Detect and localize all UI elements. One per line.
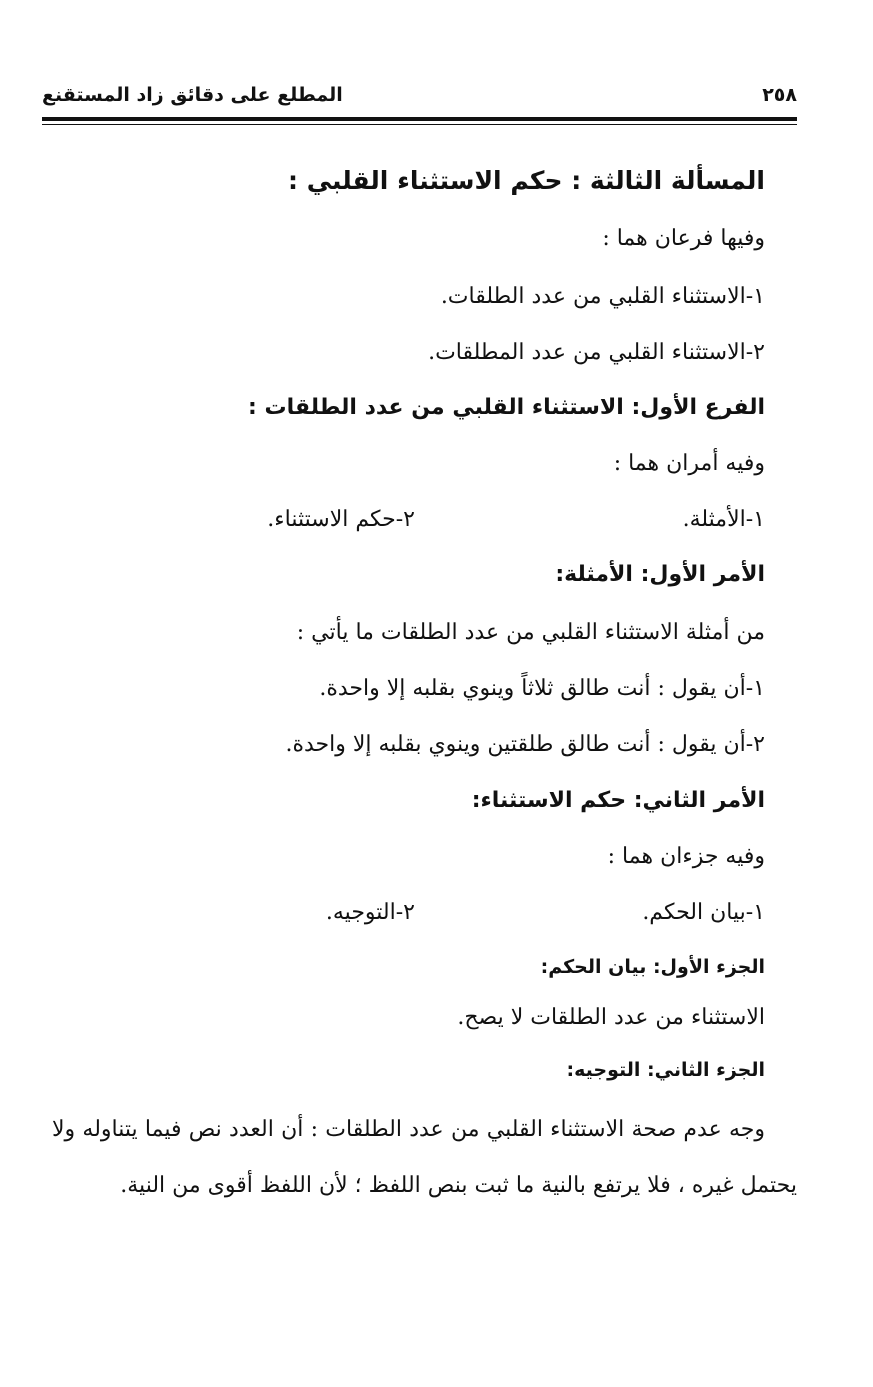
part1-text: الاستثناء من عدد الطلقات لا يصح. (457, 1005, 765, 1030)
book-title: المطلع على دقائق زاد المستقنع (42, 84, 343, 106)
branch1-item-1: ١-الأمثلة. (682, 507, 765, 532)
matter2-heading: الأمر الثاني: حكم الاستثناء: (471, 788, 765, 813)
page-number: ٢٥٨ (762, 84, 797, 106)
matter1-item-1: ١-أن يقول : أنت طالق ثلاثاً وينوي بقلبه إلا واحدة. (319, 676, 765, 701)
matter1-intro: من أمثلة الاستثناء القلبي من عدد الطلقات ما يأتي : (296, 620, 765, 645)
header-rule-thin (42, 124, 797, 125)
matter1-item-2: ٢-أن يقول : أنت طالق طلقتين وينوي بقلبه إلا واحدة. (285, 732, 765, 757)
part1-heading: الجزء الأول: بيان الحكم: (540, 956, 765, 978)
part2-paragraph (52, 1102, 797, 1214)
matter1-heading: الأمر الأول: الأمثلة: (555, 562, 765, 587)
matter2-item-2: ٢-التوجيه. (325, 900, 415, 925)
part2-text: وجه عدم صحة الاستثناء القلبي من عدد الطلقات : أن العدد نص فيما يتناوله ولا يحتمل غيره ، فلا يرتفع بالنية ما ثبت بنص اللفظ ؛ لأن اللفظ أقوى من النية. (52, 1117, 797, 1198)
part2-heading: الجزء الثاني: التوجيه: (566, 1059, 765, 1081)
section-intro: وفيها فرعان هما : (602, 226, 765, 251)
section-item-2: ٢-الاستثناء القلبي من عدد المطلقات. (428, 340, 765, 365)
header-rule-thick (42, 117, 797, 121)
branch1-item-2: ٢-حكم الاستثناء. (267, 507, 415, 532)
branch1-heading: الفرع الأول: الاستثناء القلبي من عدد الطلقات : (248, 395, 765, 420)
section-heading: المسألة الثالثة : حكم الاستثناء القلبي : (288, 166, 765, 195)
branch1-intro: وفيه أمران هما : (613, 451, 765, 476)
matter2-item-1: ١-بيان الحكم. (642, 900, 765, 925)
page-header (42, 84, 797, 114)
section-item-1: ١-الاستثناء القلبي من عدد الطلقات. (440, 284, 765, 309)
matter2-intro: وفيه جزءان هما : (607, 844, 765, 869)
